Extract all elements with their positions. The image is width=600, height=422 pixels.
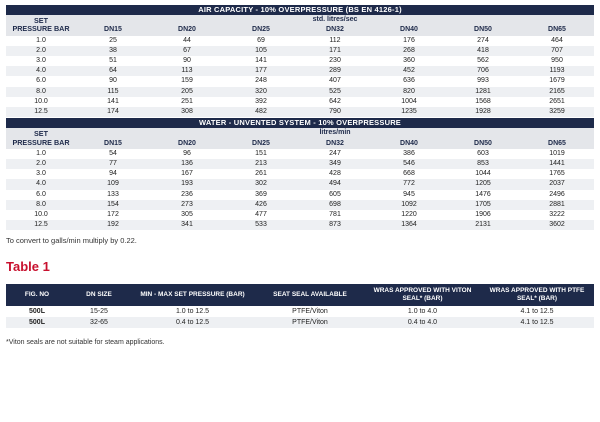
table1-column-header: DN SIZE <box>68 284 130 306</box>
set-pressure-cell: 12.5 <box>6 107 76 117</box>
capacity-cell: 1765 <box>549 170 565 178</box>
water-column-header: DN40 <box>372 139 446 149</box>
air-unit-header: std. litres/sec <box>76 15 594 25</box>
table-row <box>6 200 594 210</box>
capacity-cell: 1441 <box>520 159 594 169</box>
capacity-cell: 1205 <box>446 179 520 189</box>
table1-cell: PTFE/Viton <box>255 317 365 328</box>
capacity-cell: 1092 <box>372 200 446 210</box>
set-pressure-cell: 12.5 <box>6 220 76 230</box>
capacity-cell: 176 <box>403 36 415 44</box>
water-column-header: DN20 <box>150 139 224 149</box>
capacity-cell: 418 <box>446 46 520 56</box>
air-capacity-table <box>6 5 594 117</box>
capacity-cell: 945 <box>403 190 415 198</box>
capacity-cell: 96 <box>183 149 191 157</box>
capacity-cell: 349 <box>298 159 372 169</box>
capacity-cell: 1220 <box>401 211 417 219</box>
table-row <box>6 190 594 200</box>
set-pressure-cell: 6.0 <box>36 190 46 198</box>
capacity-cell: 25 <box>109 36 117 44</box>
capacity-cell: 171 <box>298 46 372 56</box>
capacity-cell: 112 <box>329 36 341 44</box>
capacity-cell: 781 <box>329 211 341 219</box>
capacity-cell: 236 <box>181 190 193 198</box>
table-row <box>6 317 594 328</box>
table1-cell: 1.0 to 4.0 <box>407 308 438 316</box>
capacity-cell: 790 <box>298 107 372 117</box>
capacity-cell: 2496 <box>549 190 565 198</box>
set-pressure-cell: 2.0 <box>6 46 76 56</box>
capacity-cell: 1281 <box>446 87 520 97</box>
capacity-cell: 274 <box>477 36 489 44</box>
air-set-pressure-header: SET PRESSURE BAR <box>6 15 76 35</box>
capacity-cell: 305 <box>181 211 193 219</box>
capacity-cell: 1235 <box>372 107 446 117</box>
table1-cell: 0.4 to 12.5 <box>130 317 255 328</box>
capacity-cell: 141 <box>107 97 119 105</box>
table-row <box>6 46 594 56</box>
capacity-cell: 3259 <box>520 107 594 117</box>
capacity-cell: 668 <box>403 170 415 178</box>
table-row <box>6 210 594 220</box>
table1-cell: 4.1 to 12.5 <box>480 317 594 328</box>
capacity-cell: 151 <box>255 149 267 157</box>
water-set-pressure-header: SET PRESSURE BAR <box>6 128 76 148</box>
capacity-cell: 1679 <box>549 77 565 85</box>
water-column-header: DN50 <box>446 139 520 149</box>
capacity-cell: 69 <box>257 36 265 44</box>
air-column-header: DN50 <box>446 25 520 35</box>
air-column-header: DN65 <box>520 25 594 35</box>
capacity-cell: 494 <box>298 179 372 189</box>
capacity-cell: 950 <box>551 57 563 65</box>
table-row <box>6 87 594 97</box>
table1-cell: 500L <box>29 308 45 316</box>
capacity-cell: 261 <box>255 170 267 178</box>
capacity-cell: 698 <box>298 200 372 210</box>
capacity-cell: 154 <box>76 200 150 210</box>
air-column-header: DN15 <box>76 25 150 35</box>
capacity-cell: 993 <box>477 77 489 85</box>
water-capacity-table <box>6 118 594 230</box>
set-pressure-cell: 1.0 <box>36 36 46 44</box>
capacity-cell: 546 <box>372 159 446 169</box>
air-column-header: DN40 <box>372 25 446 35</box>
capacity-cell: 1044 <box>475 170 491 178</box>
capacity-cell: 772 <box>372 179 446 189</box>
capacity-cell: 525 <box>298 87 372 97</box>
capacity-cell: 605 <box>329 190 341 198</box>
capacity-cell: 113 <box>150 66 224 76</box>
table1-cell: 32-65 <box>68 317 130 328</box>
footnote: *Viton seals are not suitable for steam applications. <box>6 339 165 347</box>
set-pressure-cell: 3.0 <box>36 57 46 65</box>
table-row <box>6 56 594 66</box>
capacity-cell: 115 <box>76 87 150 97</box>
capacity-cell: 67 <box>150 46 224 56</box>
table1-column-header: MIN - MAX SET PRESSURE (BAR) <box>130 284 255 306</box>
set-pressure-cell: 6.0 <box>36 77 46 85</box>
set-pressure-cell: 2.0 <box>6 159 76 169</box>
capacity-cell: 308 <box>150 107 224 117</box>
set-pressure-cell: 10.0 <box>34 97 48 105</box>
capacity-cell: 247 <box>329 149 341 157</box>
capacity-cell: 2037 <box>520 179 594 189</box>
set-pressure-cell: 8.0 <box>6 87 76 97</box>
table-row <box>6 76 594 86</box>
capacity-cell: 193 <box>150 179 224 189</box>
capacity-cell: 706 <box>446 66 520 76</box>
capacity-cell: 452 <box>372 66 446 76</box>
capacity-cell: 1906 <box>475 211 491 219</box>
set-pressure-cell: 1.0 <box>36 149 46 157</box>
capacity-cell: 177 <box>224 66 298 76</box>
capacity-cell: 1364 <box>372 220 446 230</box>
table-row <box>6 149 594 159</box>
air-table-title: AIR CAPACITY - 10% OVERPRESSURE (BS EN 4126-1) <box>6 5 594 15</box>
capacity-cell: 51 <box>109 57 117 65</box>
table1 <box>6 284 594 328</box>
capacity-cell: 172 <box>107 211 119 219</box>
capacity-cell: 248 <box>255 77 267 85</box>
table-row <box>6 169 594 179</box>
capacity-cell: 562 <box>477 57 489 65</box>
water-column-header: DN65 <box>520 139 594 149</box>
capacity-cell: 90 <box>183 57 191 65</box>
capacity-cell: 136 <box>150 159 224 169</box>
set-pressure-cell: 4.0 <box>6 66 76 76</box>
capacity-cell: 464 <box>551 36 563 44</box>
table-row <box>6 306 594 317</box>
capacity-cell: 268 <box>372 46 446 56</box>
capacity-cell: 392 <box>255 97 267 105</box>
table1-column-header: SEAT SEAL AVAILABLE <box>255 284 365 306</box>
capacity-cell: 64 <box>76 66 150 76</box>
capacity-cell: 3222 <box>549 211 565 219</box>
water-column-header: DN25 <box>224 139 298 149</box>
capacity-cell: 386 <box>403 149 415 157</box>
table1-cell: 500L <box>6 317 68 328</box>
air-column-header: DN25 <box>224 25 298 35</box>
conversion-note: To convert to galls/min multiply by 0.22. <box>6 236 137 246</box>
water-column-header: DN15 <box>76 139 150 149</box>
capacity-cell: 603 <box>477 149 489 157</box>
capacity-cell: 302 <box>224 179 298 189</box>
capacity-cell: 174 <box>76 107 150 117</box>
table1-title: Table 1 <box>6 259 50 275</box>
capacity-cell: 167 <box>181 170 193 178</box>
capacity-cell: 192 <box>76 220 150 230</box>
capacity-cell: 1476 <box>475 190 491 198</box>
capacity-cell: 289 <box>298 66 372 76</box>
water-unit-header: litres/min <box>76 128 594 138</box>
capacity-cell: 44 <box>183 36 191 44</box>
table-row <box>6 159 594 169</box>
capacity-cell: 1004 <box>401 97 417 105</box>
capacity-cell: 707 <box>520 46 594 56</box>
table1-cell: 0.4 to 4.0 <box>365 317 480 328</box>
capacity-cell: 533 <box>224 220 298 230</box>
capacity-cell: 360 <box>403 57 415 65</box>
air-column-header: DN20 <box>150 25 224 35</box>
capacity-cell: 1928 <box>446 107 520 117</box>
capacity-cell: 273 <box>150 200 224 210</box>
table-row <box>6 179 594 189</box>
capacity-cell: 54 <box>109 149 117 157</box>
capacity-cell: 2881 <box>520 200 594 210</box>
capacity-cell: 38 <box>76 46 150 56</box>
capacity-cell: 1705 <box>446 200 520 210</box>
capacity-cell: 482 <box>224 107 298 117</box>
water-table-title: WATER - UNVENTED SYSTEM - 10% OVERPRESSURE <box>6 118 594 128</box>
capacity-cell: 320 <box>224 87 298 97</box>
capacity-cell: 1019 <box>549 149 565 157</box>
set-pressure-cell: 10.0 <box>34 211 48 219</box>
capacity-cell: 159 <box>181 77 193 85</box>
table1-column-header: WRAS APPROVED WITH VITON SEAL* (BAR) <box>365 284 480 306</box>
capacity-cell: 873 <box>298 220 372 230</box>
table1-column-header: FIG. NO <box>6 284 68 306</box>
capacity-cell: 1193 <box>520 66 594 76</box>
capacity-cell: 205 <box>150 87 224 97</box>
water-column-header: DN32 <box>298 139 372 149</box>
capacity-cell: 642 <box>329 97 341 105</box>
capacity-cell: 477 <box>255 211 267 219</box>
page <box>6 5 594 348</box>
set-pressure-cell: 3.0 <box>36 170 46 178</box>
table1-column-header: WRAS APPROVED WITH PTFE SEAL* (BAR) <box>480 284 594 306</box>
capacity-cell: 230 <box>329 57 341 65</box>
capacity-cell: 90 <box>109 77 117 85</box>
capacity-cell: 369 <box>255 190 267 198</box>
table-row <box>6 97 594 107</box>
capacity-cell: 213 <box>224 159 298 169</box>
capacity-cell: 820 <box>372 87 446 97</box>
capacity-cell: 133 <box>107 190 119 198</box>
capacity-cell: 141 <box>255 57 267 65</box>
capacity-cell: 2131 <box>446 220 520 230</box>
table1-cell: 15-25 <box>90 308 108 316</box>
capacity-cell: 636 <box>403 77 415 85</box>
capacity-cell: 109 <box>76 179 150 189</box>
table-row <box>6 36 594 46</box>
capacity-cell: 1568 <box>475 97 491 105</box>
capacity-cell: 426 <box>224 200 298 210</box>
capacity-cell: 105 <box>224 46 298 56</box>
capacity-cell: 853 <box>446 159 520 169</box>
capacity-cell: 2651 <box>549 97 565 105</box>
table-row <box>6 107 594 117</box>
capacity-cell: 251 <box>181 97 193 105</box>
capacity-cell: 428 <box>329 170 341 178</box>
capacity-cell: 77 <box>76 159 150 169</box>
table1-cell: 1.0 to 12.5 <box>175 308 210 316</box>
set-pressure-cell: 8.0 <box>6 200 76 210</box>
capacity-cell: 2165 <box>520 87 594 97</box>
air-column-header: DN32 <box>298 25 372 35</box>
capacity-cell: 341 <box>150 220 224 230</box>
table-row <box>6 66 594 76</box>
capacity-cell: 3602 <box>520 220 594 230</box>
table1-cell: 4.1 to 12.5 <box>520 308 554 316</box>
table1-cell: PTFE/Viton <box>292 308 328 316</box>
capacity-cell: 407 <box>329 77 341 85</box>
capacity-cell: 94 <box>109 170 117 178</box>
table-row <box>6 220 594 230</box>
set-pressure-cell: 4.0 <box>6 179 76 189</box>
